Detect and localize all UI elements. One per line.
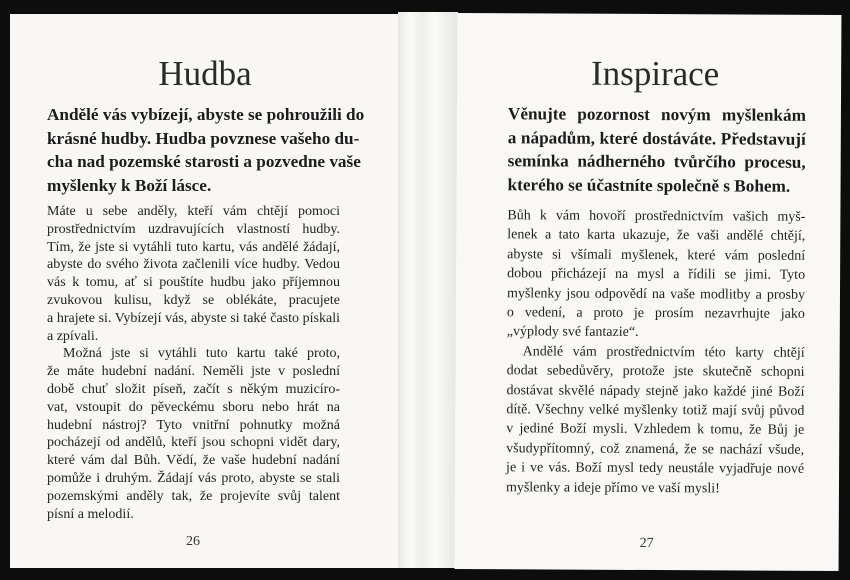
- text-line: době chuť složit píseň, začít s někým muzicíro-: [47, 381, 340, 397]
- page-title: Inspirace: [590, 53, 720, 94]
- page-number: 26: [186, 534, 200, 549]
- text-line: pozemskými anděly tak, že projevíte svůj talent: [47, 488, 340, 504]
- text-line: dítě. Všechny velké myšlenky totiž mají svůj původ: [506, 402, 805, 419]
- text-line: vat, vstoupit do pěveckému sboru nebo hrát na: [47, 399, 340, 415]
- page-title: Hudba: [158, 54, 252, 93]
- body-text: [506, 206, 806, 499]
- text-line: Andělé vás vybízejí, abyste se pohroužili do: [47, 105, 365, 124]
- text-line: a hrajete si. Vybízejí vás, abyste si také často pískali: [47, 310, 340, 326]
- intro-text: [47, 103, 365, 197]
- text-line: krásné hudby. Hudba povznese vašeho du-: [47, 128, 360, 148]
- text-line: lenek a tato karta ukazuje, že vaši andělé chtějí,: [507, 227, 806, 245]
- paragraph: [507, 206, 806, 343]
- text-line: dodat sebedůvěry, protože jste skutečně schopni: [506, 363, 805, 381]
- paragraph: [47, 203, 340, 345]
- text-line: myšlenky a ideje přímo ve vaší mysli!: [505, 479, 720, 497]
- text-line: Tím, že jste si vytáhli tuto kartu, vás andělé žádají,: [47, 239, 340, 255]
- paragraph: [47, 345, 340, 523]
- text-line: je i ve vás. Boží mysl tedy neustále vyjadřuje nové: [506, 460, 805, 478]
- left-page: [10, 14, 405, 568]
- text-line: které vám dal Bůh. Vědí, že vaše hudební nadání: [47, 453, 340, 469]
- text-line: písní a melodií.: [47, 506, 134, 522]
- text-line: prostřednictvím uzdravujících vlastností hudby.: [47, 221, 340, 237]
- text-line: pocházejí od andělů, kteří jsou schopni vidět dary,: [47, 435, 340, 451]
- text-line: Andělé vám prostřednictvím této karty chtějí: [522, 344, 805, 361]
- text-line: pomůže i druhým. Žádají vás proto, abyste se stali: [47, 470, 340, 486]
- intro-text: [507, 102, 805, 198]
- text-line: že máte hudební nadání. Neměli jste v poslední: [47, 364, 340, 380]
- text-line: semínka nádherného tvůrčího procesu,: [507, 151, 806, 172]
- text-line: zvukovou kulisu, když se oblékáte, pracujete: [47, 292, 340, 308]
- text-line: „výplody své fantazie“.: [506, 324, 639, 341]
- text-line: cha nad pozemské starosti a pozvedne vaše: [47, 152, 361, 171]
- text-line: dobou přicházejí na mysl a řídili se jimi. Tyto: [507, 266, 806, 284]
- page-number: 27: [639, 535, 654, 552]
- text-line: abyste si všímali myšlenek, které vám poslední: [507, 247, 806, 264]
- text-line: Bůh k vám hovoří prostřednictvím vašich myš-: [507, 208, 806, 225]
- text-line: a nápadům, které dostáváte. Představují: [507, 127, 806, 149]
- text-line: kterého se účastníte společně s Bohem.: [507, 174, 791, 196]
- text-line: Máte u sebe anděly, kteří vám chtějí pomoci: [47, 204, 340, 219]
- text-line: o vedení, a proto je prosím nezavrhujte jako: [506, 305, 805, 322]
- text-line: hudební nástroj? Tyto vnitřní pohnutky možná: [47, 417, 340, 433]
- text-line: Možná jste si vytáhli tuto kartu také proto,: [63, 346, 340, 362]
- right-page: [455, 13, 842, 571]
- body-text: [47, 203, 340, 523]
- text-line: vás k tomu, ať si pouštíte hudbu jako příjemnou: [47, 275, 340, 291]
- paragraph: [506, 342, 805, 499]
- text-line: Věnujte pozornost novým myšlenkám: [507, 104, 806, 125]
- text-line: myšlenky jsou odpovědí na vaše modlitby a prosby: [506, 285, 806, 303]
- text-line: všudypřítomný, což znamená, že se nachází všude,: [506, 441, 805, 458]
- text-line: dostávat skvělé nápady stejně jako každé jiné Boží: [506, 382, 805, 400]
- book-gutter: [398, 12, 458, 568]
- text-line: a zpívali.: [47, 328, 99, 344]
- text-line: abyste do svého života začlenili více hudby. Vedou: [47, 257, 340, 273]
- text-line: myšlenky k Boží lásce.: [47, 175, 212, 195]
- text-line: v jediné Boží mysli. Vzhledem k tomu, že Bůj je: [506, 421, 805, 439]
